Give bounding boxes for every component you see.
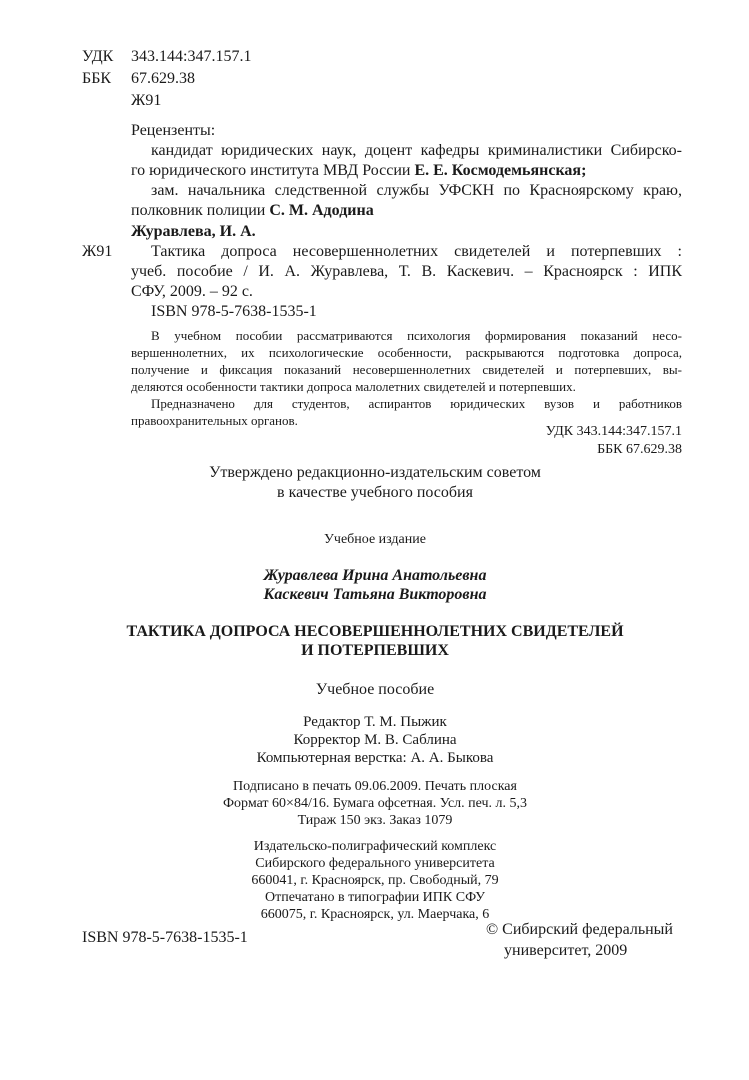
approval-line-1: Утверждено редакционно-издательским советом bbox=[209, 464, 541, 481]
print-format: Формат 60×84/16. Бумага офсетная. Усл. печ. л. 5,3 bbox=[222, 796, 528, 811]
bib-author: Журавлева, И. А. bbox=[131, 223, 256, 240]
copyright-line-2: университет, 2009 bbox=[504, 942, 628, 959]
bib-line-3: СФУ, 2009. – 92 с. bbox=[131, 283, 253, 300]
printed-at: Отпечатано в типографии ИПК СФУ bbox=[264, 890, 485, 905]
abstract-p2-line-2: правоохранительных органов. bbox=[131, 413, 298, 428]
imprint-layout: Компьютерная верстка: А. А. Быкова bbox=[256, 750, 494, 766]
udk-value: 343.144:347.157.1 bbox=[131, 48, 252, 65]
copyright-line-1: © Сибирский федеральный bbox=[486, 921, 673, 938]
udk-label: УДК bbox=[82, 48, 114, 65]
edition-type: Учебное издание bbox=[324, 532, 426, 547]
bib-line-2: учеб. пособие / И. А. Журавлева, Т. В. Каскевич. – Красноярск : ИПК bbox=[131, 263, 682, 280]
imprint-author-2: Каскевич Татьяна Викторовна bbox=[263, 586, 487, 603]
approval-line-2: в качестве учебного пособия bbox=[277, 484, 473, 501]
reviewer-2-name: С. М. Адодина bbox=[269, 202, 374, 219]
imprint-corrector: Корректор М. В. Саблина bbox=[293, 732, 457, 748]
print-signed: Подписано в печать 09.06.2009. Печать плоская bbox=[233, 779, 517, 794]
printer-address: 660075, г. Красноярск, ул. Маерчака, 6 bbox=[260, 907, 490, 922]
abstract-p1-line-4: деляются особенности тактики допроса малолетних свидетелей и потерпевших. bbox=[131, 379, 576, 394]
bib-isbn: ISBN 978-5-7638-1535-1 bbox=[151, 303, 317, 320]
abstract-udk: УДК 343.144:347.157.1 bbox=[545, 424, 682, 439]
abstract-p1-line-2: вершеннолетних, их психологические особенности, раскрываются подготовка допроса, bbox=[131, 345, 682, 360]
author-mark: Ж91 bbox=[131, 92, 162, 109]
abstract-bbk: ББК 67.629.38 bbox=[597, 442, 682, 457]
imprint-subtitle: Учебное пособие bbox=[315, 681, 435, 698]
bbk-label: ББК bbox=[82, 70, 112, 87]
footer-isbn: ISBN 978-5-7638-1535-1 bbox=[82, 929, 248, 946]
abstract-p1-line-3: получение и фиксация показаний несовершеннолетних свидетелей и потерпевших, вы- bbox=[131, 362, 682, 377]
imprint-title-line-1: ТАКТИКА ДОПРОСА НЕСОВЕРШЕННОЛЕТНИХ СВИДЕТЕЛЕЙ bbox=[126, 623, 624, 640]
imprint-editor: Редактор Т. М. Пыжик bbox=[303, 714, 447, 730]
publisher-address: 660041, г. Красноярск, пр. Свободный, 79 bbox=[251, 873, 499, 888]
print-run: Тираж 150 экз. Заказ 1079 bbox=[297, 813, 453, 828]
reviewers-heading: Рецензенты: bbox=[131, 122, 216, 139]
reviewer-1-line-1: кандидат юридических наук, доцент кафедры криминалистики Сибирско- bbox=[151, 142, 682, 159]
reviewer-1-line-2: го юридического института МВД России Е. Е. Космодемьянская; bbox=[131, 162, 587, 179]
reviewer-2-line-2: полковник полиции С. М. Адодина bbox=[131, 202, 374, 219]
bbk-value: 67.629.38 bbox=[131, 70, 195, 87]
imprint-title-line-2: И ПОТЕРПЕВШИХ bbox=[301, 642, 449, 659]
imprint-author-1: Журавлева Ирина Анатольевна bbox=[263, 567, 487, 584]
abstract-p2-line-1: Предназначено для студентов, аспирантов юридических вузов и работников bbox=[151, 396, 682, 411]
bib-line-1: Тактика допроса несовершеннолетних свидетелей и потерпевших : bbox=[151, 243, 682, 260]
abstract-p1-line-1: В учебном пособии рассматриваются психология формирования показаний несо- bbox=[151, 328, 682, 343]
bib-mark: Ж91 bbox=[82, 243, 113, 260]
publisher-line-1: Издательско-полиграфический комплекс bbox=[253, 839, 497, 854]
reviewer-1-name: Е. Е. Космодемьянская; bbox=[414, 162, 587, 179]
publisher-line-2: Сибирского федерального университета bbox=[255, 856, 495, 871]
reviewer-2-line-1: зам. начальника следственной службы УФСКН по Красноярскому краю, bbox=[151, 182, 682, 199]
